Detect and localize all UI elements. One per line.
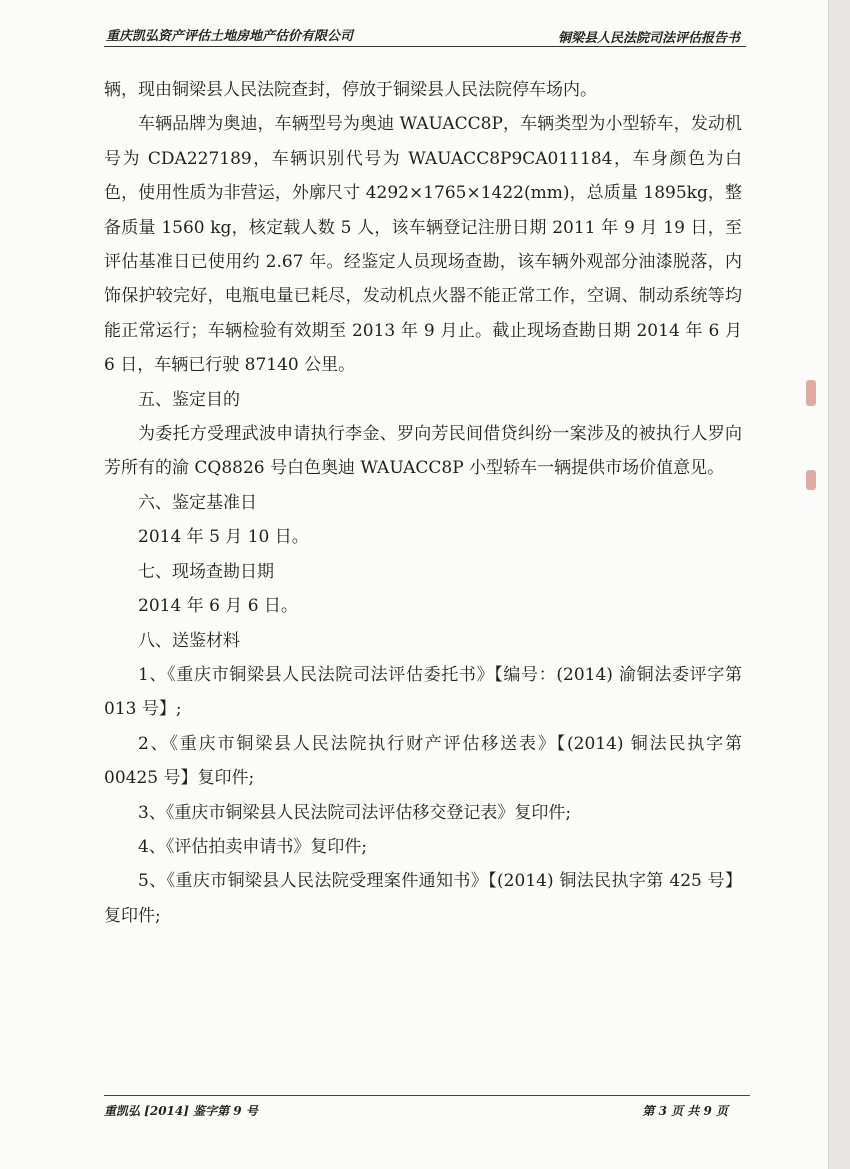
paragraph-base-date: 2014 年 5 月 10 日。 (138, 527, 309, 548)
section-heading-inspection-date: 七、现场查勘日期 (138, 561, 274, 582)
report-body (104, 73, 742, 933)
material-item-3: 3、《重庆市铜梁县人民法院司法评估移交登记表》复印件; (138, 802, 572, 823)
material-item-5: 5、《重庆市铜梁县人民法院受理案件通知书》【(2014) 铜法民执字第 425 号】复印件; (104, 871, 742, 926)
page-footer (104, 1095, 750, 1122)
scan-edge (828, 0, 850, 1169)
page-header (104, 22, 746, 47)
header-report-title: 铜梁县人民法院司法评估报告书 (557, 31, 740, 46)
paragraph-purpose: 为委托方受理武波申请执行李金、罗向芳民间借贷纠纷一案涉及的被执行人罗向芳所有的渝 CQ8826 号白色奥迪 WAUACC8P 小型轿车一辆提供市场价值意见。 (104, 424, 742, 479)
section-heading-purpose: 五、鉴定目的 (138, 389, 240, 410)
section-heading-base-date: 六、鉴定基准日 (138, 492, 257, 513)
footer-page-info: 第 3 页 共 9 页 (642, 1104, 728, 1118)
section-heading-materials: 八、送鉴材料 (138, 630, 240, 651)
header-company: 重庆凯弘资产评估土地房地产估价有限公司 (106, 29, 354, 44)
paragraph-inspection-date: 2014 年 6 月 6 日。 (138, 596, 298, 617)
material-item-4: 4、《评估拍卖申请书》复印件; (138, 836, 368, 857)
paragraph-vehicle-details: 车辆品牌为奥迪，车辆型号为奥迪 WAUACC8P，车辆类型为小型轿车，发动机号为 CDA227189，车辆识别代号为 WAUACC8P9CA011184，车身颜色为白色，使用性质为非营运，外廓尺寸 4292×1765×1422(mm)，总质量 1895kg，整备质量 1560 kg，核定载人数 5 人，该车辆登记注册日期 2011 年 9 月 19 日，至评估基准日已使用约 2.67 年。经鉴定人员现场查勘，该车辆外观部分油漆脱落，内饰保护较完好，电瓶电量已耗尽，发动机点火器不能正常工作，空调、制动系统等均能正常运行；车辆检验有效期至 2013 年 9 月止。截止现场查勘日期 2014 年 6 月 6 日，车辆已行驶 87140 公里。 (104, 114, 742, 376)
footer-doc-number: 重凯弘 [2014] 鉴字第 9 号 (104, 1104, 258, 1118)
seal-bleed-mark (806, 470, 816, 490)
material-item-1: 1、《重庆市铜梁县人民法院司法评估委托书》【编号：(2014) 渝铜法委评字第 013 号】; (104, 664, 742, 720)
material-item-2: 2、《重庆市铜梁县人民法院执行财产评估移送表》【(2014) 铜法民执字第 00425 号】复印件; (104, 733, 742, 789)
seal-bleed-mark (806, 380, 816, 406)
paragraph-vehicle-location: 辆，现由铜梁县人民法院查封，停放于铜梁县人民法院停车场内。 (104, 80, 597, 100)
